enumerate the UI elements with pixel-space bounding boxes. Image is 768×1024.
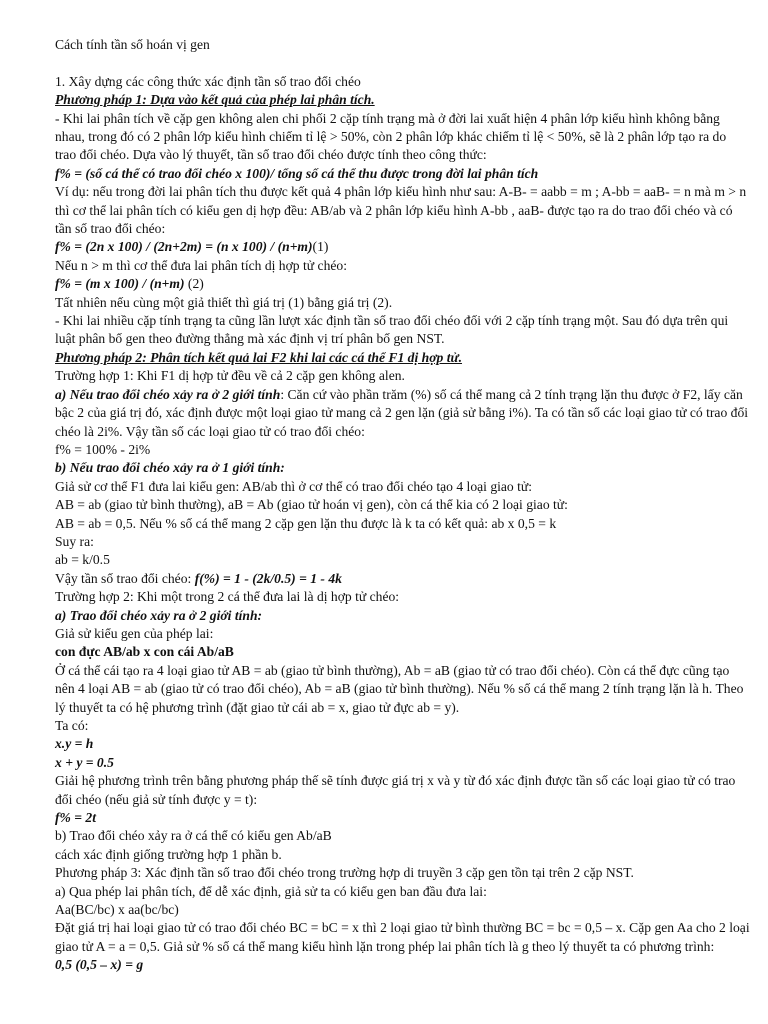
paragraph: - Khi lai phân tích về cặp gen không alen chi phối 2 cặp tính trạng mà ở đời lai xuất hiện 4 phân lớp kiểu hình không bằng nhau, trong đó có 2 phân lớp kiểu hình chiếm tỉ lệ > 50%, còn 2 phân lớp khác chiếm tỉ lệ < 50%, sẽ là 2 phân lớp tạo ra do trao đổi chéo. Dựa vào lý thuyết, tần số trao đổi chéo được tính theo công thức: [55,110,727,163]
formula-line [55,275,750,293]
paragraph: Giả sử cơ thể F1 đưa lai kiểu gen: AB/ab thì ở cơ thể có trao đổi chéo tạo 4 loại giao tử: [55,478,533,494]
formula-line [55,238,750,256]
paragraph: Giải hệ phương trình trên bằng phương pháp thế sẽ tính được giá trị x và y từ đó xác định được tần số các loại giao tử có trao đổi chéo (nếu giả sử tính được y = t): [55,773,736,807]
formula: ab = k/0.5 [55,552,110,568]
equation: x.y = h [55,736,94,752]
paragraph: Giả sử kiểu gen của phép lai: [55,625,214,641]
paragraph: Nếu n > m thì cơ thể đưa lai phân tích dị hợp tử chéo: [55,257,347,273]
paragraph: Ở cá thể cái tạo ra 4 loại giao tử AB = ab (giao tử bình thường), Ab = aB (giao tử có trao đổi chéo). Còn cá thể đực cũng tạo nên 4 loại AB = ab (giao tử có trao đổi chéo), Ab = aB (giao tử bình thường). Nếu % số cá thể mang 2 tính trạng lặn là h. Theo lý thuyết ta có hệ phương trình (đặt giao tử cái ab = x, giao tử đực ab = y). [55,662,744,715]
formula: f% = (m x 100) / (n+m) [55,276,185,292]
text: Vậy tần số trao đổi chéo: [55,570,195,586]
formula: f% = 2t [55,810,96,826]
cross-notation: con đực AB/ab x con cái Ab/aB [55,644,234,660]
formula: f% = 100% - 2i% [55,441,151,457]
subheading: a) Trao đổi chéo xảy ra ở 2 giới tính: [55,607,263,623]
formula: 0,5 (0,5 – x) = g [55,957,144,973]
formula: f% = (2n x 100) / (2n+2m) = (n x 100) / (n+m) [55,239,313,255]
subheading: b) Nếu trao đổi chéo xảy ra ở 1 giới tính: [55,460,285,476]
method-1-heading: Phương pháp 1: Dựa vào kết quả của phép lai phân tích. [55,92,375,108]
paragraph: AB = ab = 0,5. Nếu % số cá thể mang 2 cặp gen lặn thu được là k ta có kết quả: ab x 0,5 = k [55,515,557,531]
paragraph: Phương pháp 3: Xác định tần số trao đổi chéo trong trường hợp di truyền 3 cặp gen tồn tại trên 2 cặp NST. [55,865,634,881]
text: : Căn cứ vào phần trăm (%) số cá thể mang cả 2 tính trạng lặn thu được ở F2, lấy căn bậc 2 của giá trị đó, xác định được một loại giao tử mang cả 2 gen lặn (giả sử bằng i%). Ta có tần số các loại giao tử có trao đổi chéo là 2i%. Vậy tần số các loại giao tử có trao đổi chéo: [55,386,749,439]
paragraph: Ta có: [55,718,89,734]
section-heading: 1. Xây dựng các công thức xác định tần số trao đổi chéo [55,73,361,89]
method-2-heading: Phương pháp 2: Phân tích kết quả lai F2 khi lai các cá thể F1 dị hợp tử. [55,349,463,365]
formula: f(%) = 1 - (2k/0.5) = 1 - 4k [194,570,342,586]
equation: x + y = 0.5 [55,754,114,770]
paragraph: b) Trao đổi chéo xảy ra ở cá thể có kiểu gen Ab/aB [55,828,332,844]
paragraph: - Khi lai nhiều cặp tính trạng ta cũng lần lượt xác định tần số trao đổi chéo đối với 2 cặp tính trạng một. Sau đó dựa trên qui luật phân bố gen theo đường thẳng mà xác định vị trí phân bố gen NST. [55,313,729,347]
paragraph: Đặt giá trị hai loại giao tử có trao đổi chéo BC = bC = x thì 2 loại giao tử bình thường BC = bc = 0,5 – x. Cặp gen Aa cho 2 loại giao tử A = a = 0,5. Giả sử % số cá thể mang kiểu hình lặn trong phép lai phân tích là g theo lý thuyết ta có phương trình: [55,920,750,954]
paragraph: cách xác định giống trường hợp 1 phần b. [55,846,282,862]
subheading: a) Nếu trao đổi chéo xảy ra ở 2 giới tính [55,386,281,402]
paragraph: Trường hợp 2: Khi một trong 2 cá thể đưa lai là dị hợp tử chéo: [55,589,400,605]
paragraph: a) Qua phép lai phân tích, để dễ xác định, giả sử ta có kiểu gen ban đầu đưa lai: [55,883,487,899]
formula-number: (1) [312,239,329,255]
formula: f% = (số cá thể có trao đổi chéo x 100)/ tổng số cá thể thu được trong đời lai phân tích [55,165,539,181]
document-title: Cách tính tần số hoán vị gen [55,37,210,52]
genotype-cross: Aa(BC/bc) x aa(bc/bc) [55,902,179,918]
paragraph: Ví dụ: nếu trong đời lai phân tích thu được kết quả 4 phân lớp kiểu hình như sau: A-B- = aabb = m ; A-bb = aaB- = n mà m > n thì cơ thể lai phân tích có kiểu gen dị hợp đều: AB/ab và 2 phân lớp kiểu hình A-bb , aaB- được tạo ra do trao đổi chéo và có tần số trao đổi chéo: [55,184,747,237]
paragraph [55,386,750,441]
formula-number: (2) [184,276,204,292]
paragraph: AB = ab (giao tử bình thường), aB = Ab (giao tử hoán vị gen), còn cá thể kia có 2 loại giao tử: [55,497,568,513]
paragraph: Tất nhiên nếu cùng một giả thiết thì giá trị (1) bằng giá trị (2). [55,294,393,310]
paragraph: Trường hợp 1: Khi F1 dị hợp tử đều về cả 2 cặp gen không alen. [55,368,405,384]
paragraph [55,570,750,588]
paragraph: Suy ra: [55,533,94,549]
